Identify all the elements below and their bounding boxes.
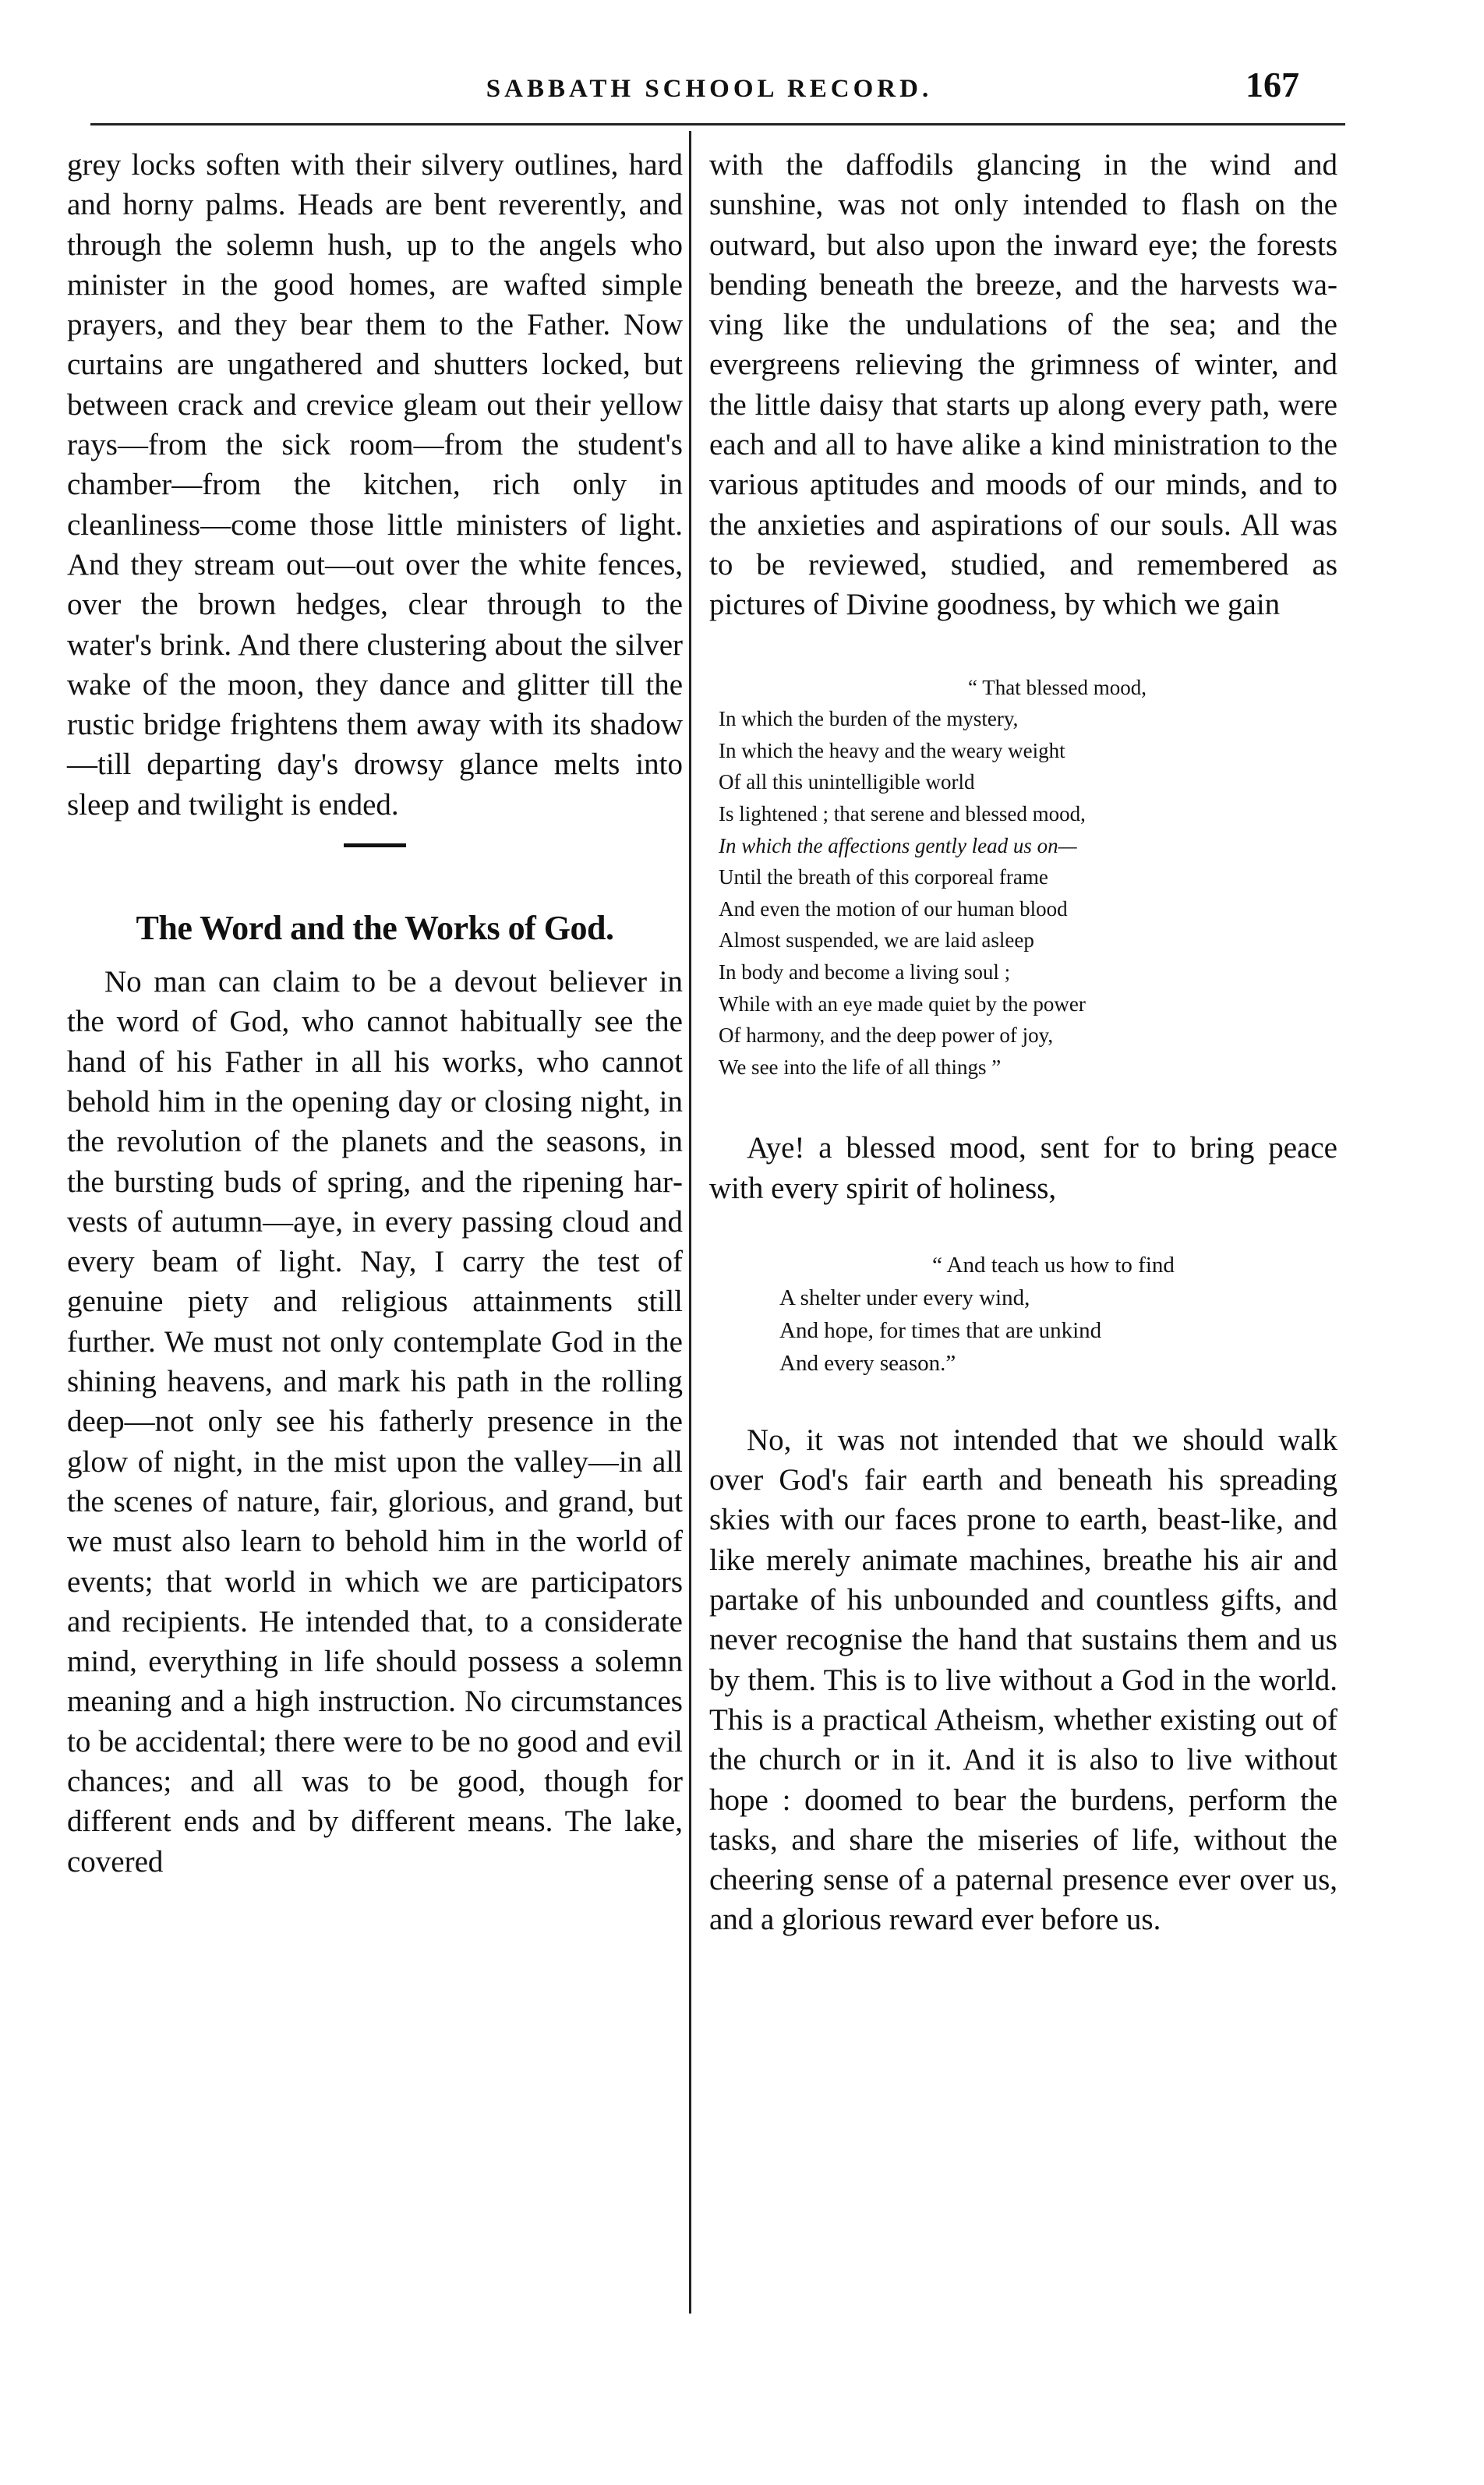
poem-line: “ That blessed mood, xyxy=(968,675,1147,699)
poem-line: And hope, for times that are unkind xyxy=(779,1317,1102,1343)
poem-line: Almost suspended, we are laid asleep xyxy=(719,928,1034,953)
left-column xyxy=(67,145,683,1882)
paragraph-continued: grey locks soften with their silvery outlines, hard and horny palms. Heads are bent reverently, and through the solemn hush, up to the angels who minister in the good homes, are wafted simple prayers, and they bear them to the Father. Now curtains are ungathered and shutters locked, but between crack and crevice gleam out their yellow rays—from the sick room—from the student's chamber—from the kitchen, rich only in cleanliness—come those little ministers of light. And they stream out—out over the white fences, over the brown hedges, clear through to the water's brink. And there clustering about the silver wake of the moon, they dance and glitter till the rustic bridge frightens them away with its shadow—till departing day's drowsy glance melts into sleep and twilight is ended. xyxy=(67,148,683,822)
poem-quotation xyxy=(719,672,1337,1083)
column-divider xyxy=(689,131,691,2314)
poem-line: In which the heavy and the weary weight xyxy=(719,738,1065,762)
poem-line: In body and become a living soul ; xyxy=(719,960,1011,984)
poem-line: And even the motion of our human blood xyxy=(719,896,1068,921)
paragraph-word-and-works: No man can claim to be a devout believer in the word of God, who cannot habitually see the hand of his Father in all his works, who cannot behold him in the opening day or closing night, in the revolution of the planets and the seasons, in the bursting buds of spring, and the ripening harvests of autumn—aye, in every passing cloud and every beam of light. Nay, I carry the test of genuine piety and religious attainments still further. We must not only contemplate God in the shining heavens, and mark his path in the rolling deep—not only see his fatherly presence in the glow of night, in the mist upon the valley—in all the scenes of nature, fair, glorious, and grand, but we must also learn to behold him in the world of events; that world in which we are participators and recipients. He intended that, to a considerate mind, everything in life should possess a solemn meaning and a high instruction. No circumstances to be accidental; there were to be no good and evil chances; and all was to be good, though for different ends and by different means. The lake, covered xyxy=(67,965,683,1879)
page-number: 167 xyxy=(1246,65,1299,104)
right-column xyxy=(709,145,1337,1940)
paragraph-blessed-mood: Aye! a blessed mood, sent for to bring peace with every spirit of holiness, xyxy=(709,1131,1337,1205)
poem-line: While with an eye made quiet by the power xyxy=(719,992,1086,1016)
poem-line: Of harmony, and the deep power of joy, xyxy=(719,1023,1054,1048)
running-head: SABBATH SCHOOL RECORD. xyxy=(486,75,933,103)
paragraph-not-intended: No, it was not intended that we should walk over God's fair earth and beneath his spreading skies with our faces prone to earth, beast-like, and like merely animate machines, breathe his air and partake of his unbounded and countless gifts, and never recognise the hand that sustains them and us by them. This is to live without a God in the world. This is a practical Atheism, whether existing out of the church or in it. And it is also to live without hope : doomed to bear the burdens, perform the tasks, and share the miseries of life, without the cheering sense of a paternal presence ever over us, and a glorious reward ever before us. xyxy=(709,1423,1337,1937)
poem-line: Of all this unintelligible world xyxy=(719,770,975,794)
poem-line: In which the burden of the mystery, xyxy=(719,707,1019,731)
poem-line: In which the affections gently lead us on— xyxy=(719,833,1077,857)
poem-line: Is lightened ; that serene and blessed mood, xyxy=(719,801,1086,825)
paragraph-continuation: with the daffodils glancing in the wind and sunshine, was not only intended to flash on the outward, but also upon the inward eye; the forests bending beneath the breeze, and the harvests waving like the undulations of the sea; and the evergreens relieving the grimness of winter, and the little daisy that starts up along every path, were each and all to have alike a kind ministration to the various aptitudes and moods of our minds, and to the anxieties and aspirations of our souls. All was to be reviewed, studied, and remembered as pictures of Divine goodness, by which we gain xyxy=(709,148,1337,622)
poem-quotation-2 xyxy=(779,1249,1337,1380)
section-heading: The Word and the Works of God. xyxy=(136,909,614,948)
header-rule xyxy=(90,123,1345,125)
poem-line: “ And teach us how to find xyxy=(932,1252,1175,1278)
poem-line: Until the breath of this corporeal frame xyxy=(719,865,1048,889)
poem-line: And every season.” xyxy=(779,1350,956,1376)
section-end-rule xyxy=(344,843,406,847)
poem-line: We see into the life of all things ” xyxy=(719,1055,1002,1079)
poem-line: A shelter under every wind, xyxy=(779,1285,1030,1310)
